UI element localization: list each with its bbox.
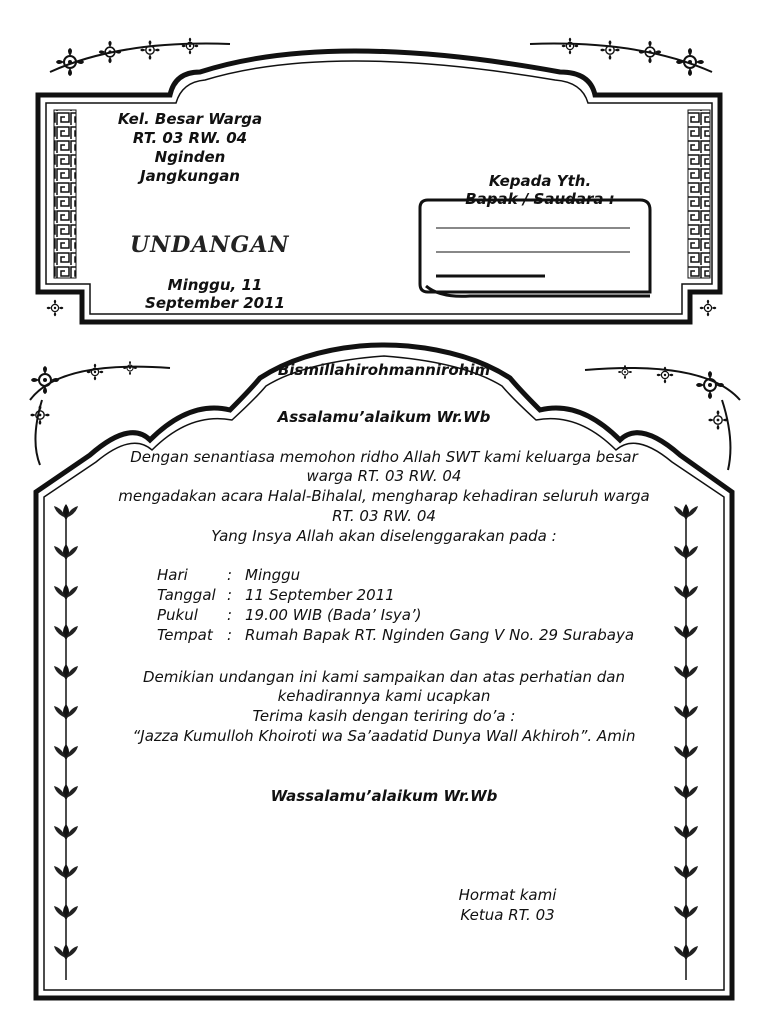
body-line: mengadakan acara Halal-Bihalal, mengharap kehadiran seluruh warga: [118, 487, 650, 505]
recipient-line: Kepada Yth.: [488, 172, 592, 190]
body-line: Dengan senantiasa memohon ridho Allah SWT kami keluarga besar: [130, 448, 638, 466]
recipient-heading: [440, 172, 640, 208]
closing-line: Demikian undangan ini kami sampaikan dan atas perhatian dan: [143, 668, 625, 686]
sender-block: [90, 110, 290, 185]
detail-row-tanggal: [157, 586, 395, 604]
closing-line: Terima kasih dengan teriring do’a :: [252, 707, 516, 725]
recipient-line: Bapak / Saudara :: [465, 190, 615, 208]
detail-colon: :: [227, 606, 233, 624]
closing-line: “Jazza Kumulloh Khoiroti wa Sa’aadatid Dunya Wall Akhiroh”. Amin: [132, 727, 636, 745]
detail-label: Tanggal: [157, 586, 216, 604]
body-line: Yang Insya Allah akan diselenggarakan pada :: [211, 527, 557, 545]
detail-row-pukul: [157, 606, 422, 624]
detail-colon: :: [227, 626, 233, 644]
sender-line: Jangkungan: [140, 167, 240, 185]
detail-label: Hari: [157, 566, 188, 584]
detail-row-tempat: [157, 626, 634, 644]
sender-line: Nginden: [154, 148, 226, 166]
opening-salam: Assalamu’alaikum Wr.Wb: [277, 408, 491, 426]
body-line: RT. 03 RW. 04: [332, 507, 436, 525]
date-line: Minggu, 11: [167, 276, 263, 294]
sender-line: Kel. Besar Warga: [117, 110, 263, 128]
signature-greeting: Hormat kami: [458, 886, 557, 904]
detail-label: Tempat: [157, 626, 213, 644]
date-line: September 2011: [145, 294, 285, 312]
envelope-date: [120, 276, 310, 312]
detail-value: 19.00 WIB (Bada’ Isya’): [245, 606, 422, 624]
sender-line: RT. 03 RW. 04: [132, 129, 248, 147]
detail-label: Pukul: [157, 606, 198, 624]
detail-value: 11 September 2011: [245, 586, 395, 604]
closing-salam: Wassalamu’alaikum Wr.Wb: [270, 787, 498, 805]
detail-row-hari: [157, 566, 300, 584]
detail-colon: :: [227, 586, 233, 604]
signature-title: Ketua RT. 03: [460, 906, 555, 924]
body-line: warga RT. 03 RW. 04: [306, 467, 462, 485]
detail-value: Minggu: [245, 566, 301, 584]
closing-line: kehadirannya kami ucapkan: [277, 687, 491, 705]
detail-value: Rumah Bapak RT. Nginden Gang V No. 29 Surabaya: [245, 626, 635, 644]
opening-bismillah: Bismillahirohmannirohim: [277, 361, 491, 379]
undangan-logo: UNDANGAN: [130, 232, 290, 258]
detail-colon: :: [227, 566, 233, 584]
